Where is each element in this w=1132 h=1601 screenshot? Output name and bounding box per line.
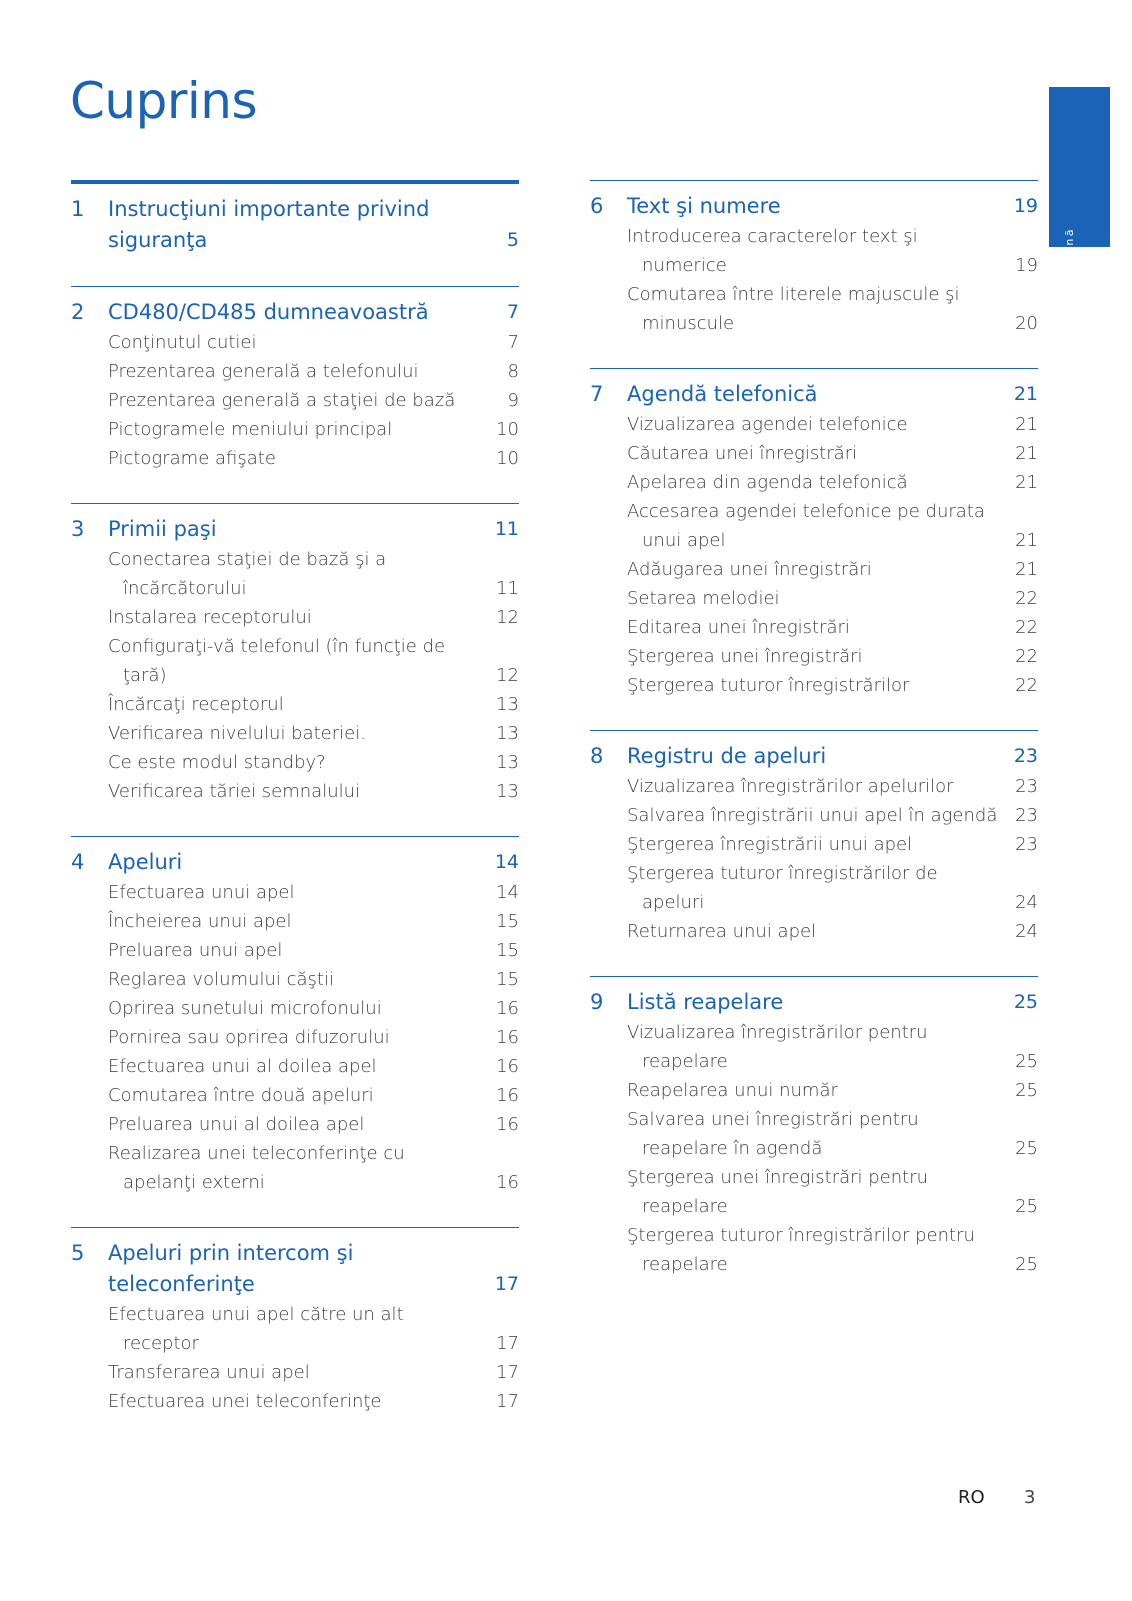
toc-entry-page: 23	[1015, 805, 1038, 826]
toc-section-number: 3	[71, 517, 85, 541]
toc-entry-title: Încărcaţi receptorul	[108, 694, 284, 715]
toc-entry-title: Ştergerea unei înregistrări pentru reapelare	[627, 1167, 929, 1217]
toc-section-title: Apeluri	[108, 850, 183, 874]
toc-section-heading[interactable]	[71, 297, 519, 328]
toc-entry[interactable]	[108, 748, 519, 777]
toc-entry-page: 16	[496, 1056, 519, 1077]
toc-column-right	[590, 180, 1038, 1309]
toc-entry-title: Ce este modul standby?	[108, 752, 326, 773]
toc-entry-title: Efectuarea unui apel	[108, 882, 295, 903]
toc-entry[interactable]	[108, 1300, 519, 1358]
toc-entry[interactable]	[108, 690, 519, 719]
toc-entry-page: 12	[496, 607, 519, 628]
toc-entry-page: 24	[1015, 892, 1038, 913]
toc-entry-page: 13	[496, 781, 519, 802]
toc-entry[interactable]	[108, 777, 519, 806]
toc-section-title: Listă reapelare	[627, 990, 784, 1014]
toc-entry-title: Preluarea unui al doilea apel	[108, 1114, 365, 1135]
toc-entry[interactable]	[108, 603, 519, 632]
toc-entry-title: Instalarea receptorului	[108, 607, 312, 628]
toc-section	[71, 503, 519, 806]
toc-entry-title: Prezentarea generală a telefonului	[108, 361, 419, 382]
toc-section-title: Primii paşi	[108, 517, 217, 541]
toc-entry[interactable]	[627, 222, 1038, 280]
toc-entry-page: 16	[496, 1114, 519, 1135]
toc-entry[interactable]	[108, 415, 519, 444]
toc-entry-page: 17	[496, 1333, 519, 1354]
toc-entry[interactable]	[627, 280, 1038, 338]
toc-section-heading[interactable]	[590, 987, 1038, 1018]
toc-entry-page: 22	[1015, 675, 1038, 696]
toc-entry-title: Setarea melodiei	[627, 588, 780, 609]
toc-entry-page: 15	[496, 940, 519, 961]
toc-section-page: 7	[506, 301, 519, 323]
toc-entry[interactable]	[627, 1163, 1038, 1221]
toc-entry-title: Accesarea agendei telefonice pe durata unui apel	[627, 501, 985, 551]
toc-column-left	[71, 180, 519, 1446]
toc-section-number: 4	[71, 850, 85, 874]
toc-entry[interactable]	[108, 907, 519, 936]
toc-section-heading[interactable]	[590, 741, 1038, 772]
toc-entry-title: Salvarea unei înregistrări pentru reapelare în agendă	[627, 1109, 919, 1159]
toc-entry-title: Conţinutul cutiei	[108, 332, 257, 353]
toc-section	[590, 368, 1038, 700]
toc-entry-title: Verificarea tăriei semnalului	[108, 781, 361, 802]
toc-entry-title: Ştergerea tuturor înregistrărilor pentru reapelare	[627, 1225, 975, 1275]
toc-entry-title: Efectuarea unui apel către un alt receptor	[108, 1304, 404, 1354]
toc-entry-title: Salvarea înregistrării unui apel în agendă	[627, 805, 998, 826]
toc-entry-page: 22	[1015, 588, 1038, 609]
toc-section-page: 21	[1013, 383, 1038, 405]
toc-entry-title: Reapelarea unui număr	[627, 1080, 838, 1101]
toc-entry[interactable]	[627, 642, 1038, 671]
toc-section-number: 5	[71, 1241, 85, 1265]
toc-entry-page: 21	[1015, 559, 1038, 580]
toc-entry-title: Comutarea între literele majuscule şi minuscule	[627, 284, 960, 334]
toc-entry[interactable]	[108, 1023, 519, 1052]
toc-entry-title: Conectarea staţiei de bază şi a încărcătorului	[108, 549, 387, 599]
toc-entry-list	[590, 222, 1038, 338]
toc-entry-page: 17	[496, 1391, 519, 1412]
toc-entry-page: 25	[1015, 1138, 1038, 1159]
toc-entry[interactable]	[108, 386, 519, 415]
toc-entry[interactable]	[627, 801, 1038, 830]
toc-entry-list	[71, 878, 519, 1197]
toc-entry[interactable]	[108, 1052, 519, 1081]
toc-entry-title: Efectuarea unei teleconferinţe	[108, 1391, 382, 1412]
toc-entry-page: 20	[1015, 313, 1038, 334]
toc-entry-page: 15	[496, 969, 519, 990]
toc-section	[71, 180, 519, 256]
toc-entry[interactable]	[108, 936, 519, 965]
toc-section-heading[interactable]	[590, 379, 1038, 410]
toc-entry[interactable]	[627, 410, 1038, 439]
toc-entry-page: 21	[1015, 443, 1038, 464]
toc-entry-page: 12	[496, 665, 519, 686]
toc-entry[interactable]	[627, 1221, 1038, 1279]
toc-entry[interactable]	[108, 994, 519, 1023]
toc-entry-title: Reglarea volumului căştii	[108, 969, 334, 990]
toc-entry-page: 23	[1015, 776, 1038, 797]
toc-entry-page: 21	[1015, 472, 1038, 493]
footer-language-code: RO	[958, 1487, 985, 1508]
toc-entry-title: Pictogramele meniului principal	[108, 419, 393, 440]
toc-section-heading[interactable]	[71, 514, 519, 545]
toc-section-title: Instrucţiuni importante privind siguranţa	[108, 197, 430, 252]
toc-entry-title: Prezentarea generală a staţiei de bază	[108, 390, 456, 411]
toc-entry-page: 25	[1015, 1051, 1038, 1072]
toc-entry[interactable]	[108, 1387, 519, 1416]
toc-section-number: 1	[71, 197, 85, 221]
toc-entry-title: Vizualizarea înregistrărilor apelurilor	[627, 776, 954, 797]
toc-section	[71, 836, 519, 1197]
toc-section-page: 11	[494, 518, 519, 540]
toc-entry[interactable]	[108, 1139, 519, 1197]
toc-entry-list	[590, 772, 1038, 946]
page-title: Cuprins	[70, 72, 258, 130]
toc-entry-title: Încheierea unui apel	[108, 911, 292, 932]
toc-entry[interactable]	[108, 719, 519, 748]
toc-section-title: Agendă telefonică	[627, 382, 818, 406]
toc-section	[590, 730, 1038, 946]
toc-entry-title: Verificarea nivelului bateriei.	[108, 723, 366, 744]
toc-entry-page: 23	[1015, 834, 1038, 855]
toc-entry[interactable]	[627, 859, 1038, 917]
toc-section-title: CD480/CD485 dumneavoastră	[108, 300, 429, 324]
toc-entry[interactable]	[627, 439, 1038, 468]
toc-entry-title: Introducerea caracterelor text şi numerice	[627, 226, 918, 276]
toc-entry-list	[590, 410, 1038, 700]
toc-entry-page: 8	[507, 361, 519, 382]
toc-entry[interactable]	[627, 671, 1038, 700]
toc-entry[interactable]	[627, 1076, 1038, 1105]
toc-entry[interactable]	[627, 1018, 1038, 1076]
toc-section-heading[interactable]	[590, 191, 1038, 222]
toc-entry-title: Transferarea unui apel	[108, 1362, 310, 1383]
toc-entry-title: Ştergerea tuturor înregistrărilor de apeluri	[627, 863, 938, 913]
toc-entry[interactable]	[108, 878, 519, 907]
toc-entry-page: 25	[1015, 1196, 1038, 1217]
toc-entry-title: Realizarea unei teleconferinţe cu apelanţi externi	[108, 1143, 405, 1193]
toc-section	[590, 180, 1038, 338]
toc-entry-title: Returnarea unui apel	[627, 921, 817, 942]
toc-entry-page: 13	[496, 694, 519, 715]
toc-entry-page: 16	[496, 1085, 519, 1106]
toc-entry-page: 11	[496, 578, 519, 599]
toc-entry-title: Apelarea din agenda telefonică	[627, 472, 908, 493]
toc-section-number: 8	[590, 744, 604, 768]
toc-entry-list	[590, 1018, 1038, 1279]
toc-entry-page: 13	[496, 752, 519, 773]
toc-entry-page: 13	[496, 723, 519, 744]
toc-entry-page: 24	[1015, 921, 1038, 942]
toc-entry-title: Comutarea între două apeluri	[108, 1085, 374, 1106]
toc-entry-title: Ştergerea unei înregistrări	[627, 646, 863, 667]
toc-entry[interactable]	[627, 613, 1038, 642]
toc-entry[interactable]	[108, 444, 519, 473]
toc-entry-page: 16	[496, 998, 519, 1019]
toc-entry[interactable]	[627, 497, 1038, 555]
toc-entry-title: Editarea unei înregistrări	[627, 617, 850, 638]
toc-entry-page: 21	[1015, 530, 1038, 551]
toc-section-title: Registru de apeluri	[627, 744, 827, 768]
toc-entry[interactable]	[627, 830, 1038, 859]
toc-section-title: Apeluri prin intercom şi teleconferinţe	[108, 1241, 354, 1296]
toc-section-heading[interactable]	[71, 1238, 519, 1300]
toc-entry-page: 19	[1015, 255, 1038, 276]
language-tab-label: Română	[1063, 226, 1076, 287]
toc-section-page: 5	[506, 229, 519, 251]
toc-entry[interactable]	[108, 328, 519, 357]
toc-entry-title: Oprirea sunetului microfonului	[108, 998, 382, 1019]
toc-entry-page: 15	[496, 911, 519, 932]
toc-entry[interactable]	[627, 584, 1038, 613]
toc-section-heading[interactable]	[71, 847, 519, 878]
toc-entry-list	[71, 1300, 519, 1416]
toc-entry[interactable]	[108, 357, 519, 386]
toc-entry[interactable]	[108, 545, 519, 603]
toc-section-number: 9	[590, 990, 604, 1014]
toc-section-page: 14	[494, 851, 519, 873]
toc-entry-title: Configuraţi-vă telefonul (în funcţie de ţară)	[108, 636, 446, 686]
toc-section-page: 25	[1013, 991, 1038, 1013]
toc-entry-list	[71, 545, 519, 806]
toc-entry-page: 17	[496, 1362, 519, 1383]
toc-entry-title: Vizualizarea înregistrărilor pentru reapelare	[627, 1022, 928, 1072]
toc-entry[interactable]	[627, 468, 1038, 497]
toc-section-page: 23	[1013, 745, 1038, 767]
toc-entry-page: 22	[1015, 646, 1038, 667]
toc-entry-page: 7	[507, 332, 519, 353]
toc-entry-page: 25	[1015, 1254, 1038, 1275]
toc-entry-title: Vizualizarea agendei telefonice	[627, 414, 908, 435]
toc-entry-page: 9	[507, 390, 519, 411]
toc-entry-title: Preluarea unui apel	[108, 940, 283, 961]
toc-entry-list	[71, 328, 519, 473]
toc-section	[71, 286, 519, 473]
toc-entry-page: 14	[496, 882, 519, 903]
toc-entry-title: Căutarea unei înregistrări	[627, 443, 858, 464]
toc-section-number: 6	[590, 194, 604, 218]
toc-section	[71, 1227, 519, 1416]
toc-entry-page: 21	[1015, 414, 1038, 435]
toc-section-page: 19	[1013, 195, 1038, 217]
toc-entry-page: 16	[496, 1172, 519, 1193]
toc-entry-page: 16	[496, 1027, 519, 1048]
toc-section-title: Text şi numere	[627, 194, 781, 218]
toc-section-number: 2	[71, 300, 85, 324]
toc-entry[interactable]	[108, 965, 519, 994]
toc-section-heading[interactable]	[71, 194, 519, 256]
toc-entry[interactable]	[108, 632, 519, 690]
toc-entry[interactable]	[108, 1081, 519, 1110]
toc-section	[590, 976, 1038, 1279]
toc-entry-title: Adăugarea unei înregistrări	[627, 559, 872, 580]
toc-entry-title: Pornirea sau oprirea difuzorului	[108, 1027, 390, 1048]
toc-entry[interactable]	[627, 772, 1038, 801]
toc-entry-page: 10	[496, 419, 519, 440]
toc-entry[interactable]	[627, 917, 1038, 946]
toc-entry-page: 10	[496, 448, 519, 469]
toc-entry-title: Pictograme afişate	[108, 448, 276, 469]
footer-page-number: 3	[1024, 1487, 1036, 1508]
toc-entry-page: 25	[1015, 1080, 1038, 1101]
toc-entry-page: 22	[1015, 617, 1038, 638]
language-tab	[1049, 87, 1110, 287]
toc-entry-title: Ştergerea înregistrării unui apel	[627, 834, 913, 855]
toc-entry-title: Efectuarea unui al doilea apel	[108, 1056, 377, 1077]
toc-entry-title: Ştergerea tuturor înregistrărilor	[627, 675, 910, 696]
toc-entry[interactable]	[108, 1358, 519, 1387]
toc-entry[interactable]	[627, 1105, 1038, 1163]
toc-entry[interactable]	[627, 555, 1038, 584]
toc-entry[interactable]	[108, 1110, 519, 1139]
toc-section-page: 17	[494, 1273, 519, 1295]
toc-section-number: 7	[590, 382, 604, 406]
